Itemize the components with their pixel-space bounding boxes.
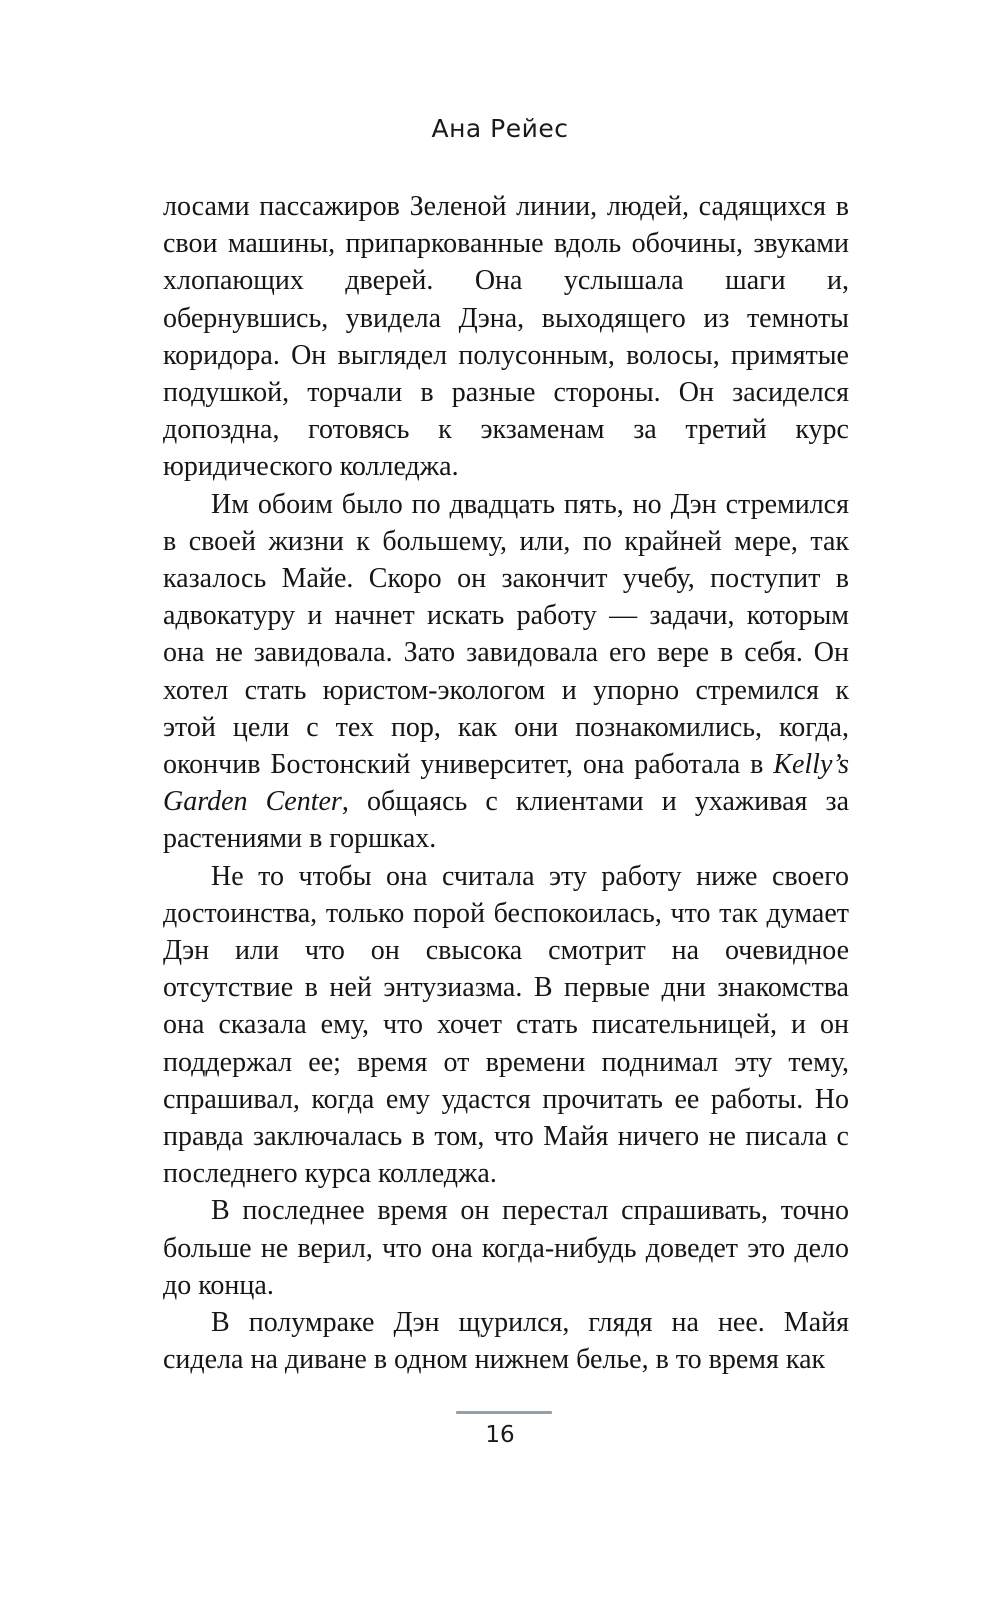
paragraph: Не то чтобы она считала эту работу ниже своего достоинства, только порой беспокоилась, что так думает Дэн или что он свысока смотрит на очевидное отсутствие в ней энтузиазма. В первые дни знакомства она сказала ему, что хочет стать писательницей, и он поддержал ее; время от времени поднимал эту тему, спрашивал, когда ему удастся прочитать ее работы. Но правда заключалась в том, что Майя ничего не писала с последнего курса колледжа. — [163, 860, 849, 1190]
paragraph-text-after: , общаясь с клиентами и ухаживая за растениями в горшках. — [163, 786, 849, 855]
italic-store-name: Kelly’s Garden Center — [163, 749, 849, 818]
body-text — [163, 188, 849, 1379]
page-number: 16 — [485, 1422, 515, 1448]
paragraph-text: Им обоим было по двадцать пять, но Дэн стремился в своей жизни к большему, или, по крайней мере, так казалось Майе. Скоро он закончит учебу, поступит в адвокатуру и начнет искать работу — задачи, которым она не завидовала. Зато завидовала его вере в себя. Он хотел стать юристом-экологом и упорно стремился к этой цели с тех пор, как они познакомились, когда, окончив Бостонский университет, она работала в — [163, 488, 849, 781]
paragraph: В последнее время он перестал спрашивать, точно больше не верил, что она когда-нибудь доведет это дело до конца. — [163, 1195, 849, 1301]
paragraph: лосами пассажиров Зеленой линии, людей, садящихся в свои машины, припаркованные вдоль обочины, звуками хлопающих дверей. Она услышала шаги и, обернувшись, увидела Дэна, выходящего из темноты коридора. Он выглядел полусонным, волосы, примятые подушкой, торчали в разные стороны. Он засиделся допоздна, готовясь к экзаменам за третий курс юридического колледжа. — [163, 191, 849, 483]
running-head: Ана Рейес — [431, 114, 569, 143]
paragraph: В полумраке Дэн щурился, глядя на нее. Майя сидела на диване в одном нижнем белье, в то время как — [163, 1307, 849, 1376]
paragraph — [163, 486, 849, 858]
footer-rule — [456, 1411, 552, 1414]
